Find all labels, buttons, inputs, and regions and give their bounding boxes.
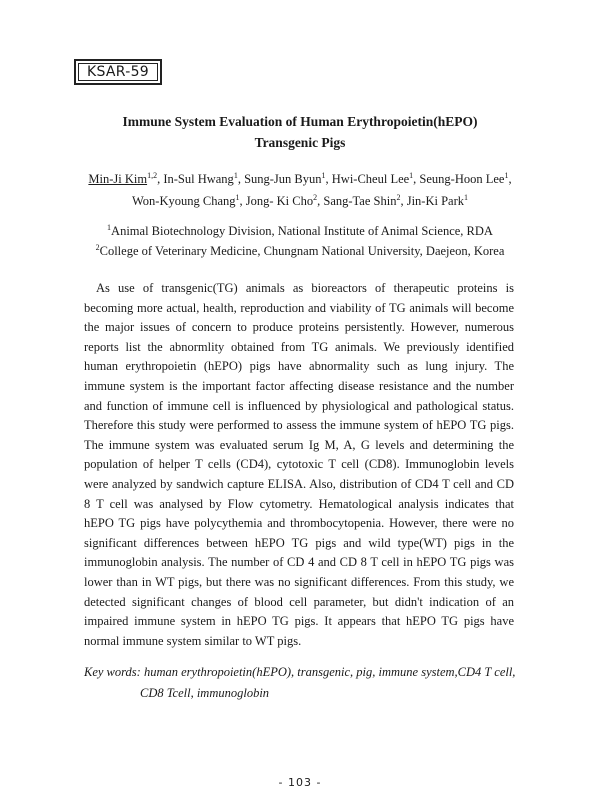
author-sup: 1 [235, 192, 240, 202]
author-sup: 2 [313, 192, 318, 202]
title-line-2: Transgenic Pigs [254, 135, 346, 150]
affiliation [60, 241, 540, 261]
affiliation-sup: 2 [95, 242, 100, 252]
keywords [84, 662, 520, 704]
author-sup: 1 [464, 192, 468, 202]
author-line-2: Won-Kyoung Chang$^1$, Jong- Ki Cho$^2$, Sang-Tae Shin$^2$, Jin-Ki Park$^1$ [132, 192, 468, 208]
author-name: Sung-Jun Byun [244, 172, 322, 186]
author-name: Seung-Hoon Lee [419, 172, 505, 186]
author-line-1: Min-Ji Kim$^{1,2}$, In-Sul Hwang$^1$, Sung-Jun Byun$^1$, Hwi-Cheul Lee$^1$, Seung-Hoon Lee$^1$, [88, 170, 512, 186]
author-name: Min-Ji Kim [88, 172, 148, 186]
affiliation-text: College of Veterinary Medicine, Chungnam National University, Daejeon, Korea [99, 244, 505, 258]
author-sup: 1 [409, 170, 414, 180]
author-sup: 1 [321, 170, 326, 180]
author-name: Jong- Ki Cho [245, 194, 314, 208]
keywords-line-2: CD8 Tcell, immunoglobin [140, 686, 270, 700]
author-sup: 1 [233, 170, 238, 180]
author-name: Jin-Ki Park [406, 194, 464, 208]
author-name: Won-Kyoung Chang [132, 194, 236, 208]
author-name: Sang-Tae Shin [323, 194, 397, 208]
abstract-body: As use of transgenic(TG) animals as bioreactors of therapeutic proteins is becoming more actual, health, reproduction and viability of TG animals will become the major issues of concern to produce proteins persistently. However, numerous reports list the abnormlity obtained from TG animals. We previously identified human erythropoietin (hEPO) pigs have abnormality such as lung injury. The immune system is the important factor affecting disease resistance and the number and function of immune cell is influenced by physiological and pathological status. Therefore this study were performed to assess the immune system of hEPO TG pigs. The immune system was evaluated serum Ig M, A, G levels and determining the population of helper T cells (CD4), cytotoxic T cell (CD8). Immunoglobin levels were analyzed by sandwich capture ELISA. Also, distribution of CD4 T cell and CD 8 T cell was analysed by Flow cytometry. Hematological analysis indicates that hEPO TG pigs have polycythemia and thrombocytopenia. However, there were no significant differences between hEPO TG pigs and wild type(WT) pigs in the immunoglobin analysis. The number of CD 4 and CD 8 T cell in hEPO TG pigs was lower than in WT pigs, but there was no significant differences. From this study, we detected significant changes of blood cell parameter, but didn't indication of an impaired immune system in hEPO TG pigs. It appears that hEPO TG pigs have normal immune system similar to WT pigs. [84, 281, 514, 648]
keywords-line-1: human erythropoietin(hEPO), transgenic, pig, immune system,CD4 T cell, [143, 665, 516, 679]
affiliation-list [60, 221, 540, 261]
author-list [60, 168, 540, 212]
affiliation-sup: 1 [107, 222, 112, 232]
affiliation-text: Animal Biotechnology Division, National Institute of Animal Science, RDA [111, 224, 493, 238]
session-code-badge [74, 59, 162, 85]
paper-title [60, 111, 540, 153]
affiliation [60, 221, 540, 241]
keywords-label: Key words: [84, 665, 141, 679]
page-number: - 103 - [278, 776, 322, 789]
title-line-1: Immune System Evaluation of Human Erythropoietin(hEPO) [122, 114, 478, 129]
author-name: In-Sul Hwang [163, 172, 234, 186]
author-name: Hwi-Cheul Lee [331, 172, 410, 186]
author-sup: 1 [504, 170, 509, 180]
author-sup: 1,2 [147, 170, 158, 180]
session-code: KSAR-59 [78, 63, 158, 81]
author-sup: 2 [396, 192, 401, 202]
